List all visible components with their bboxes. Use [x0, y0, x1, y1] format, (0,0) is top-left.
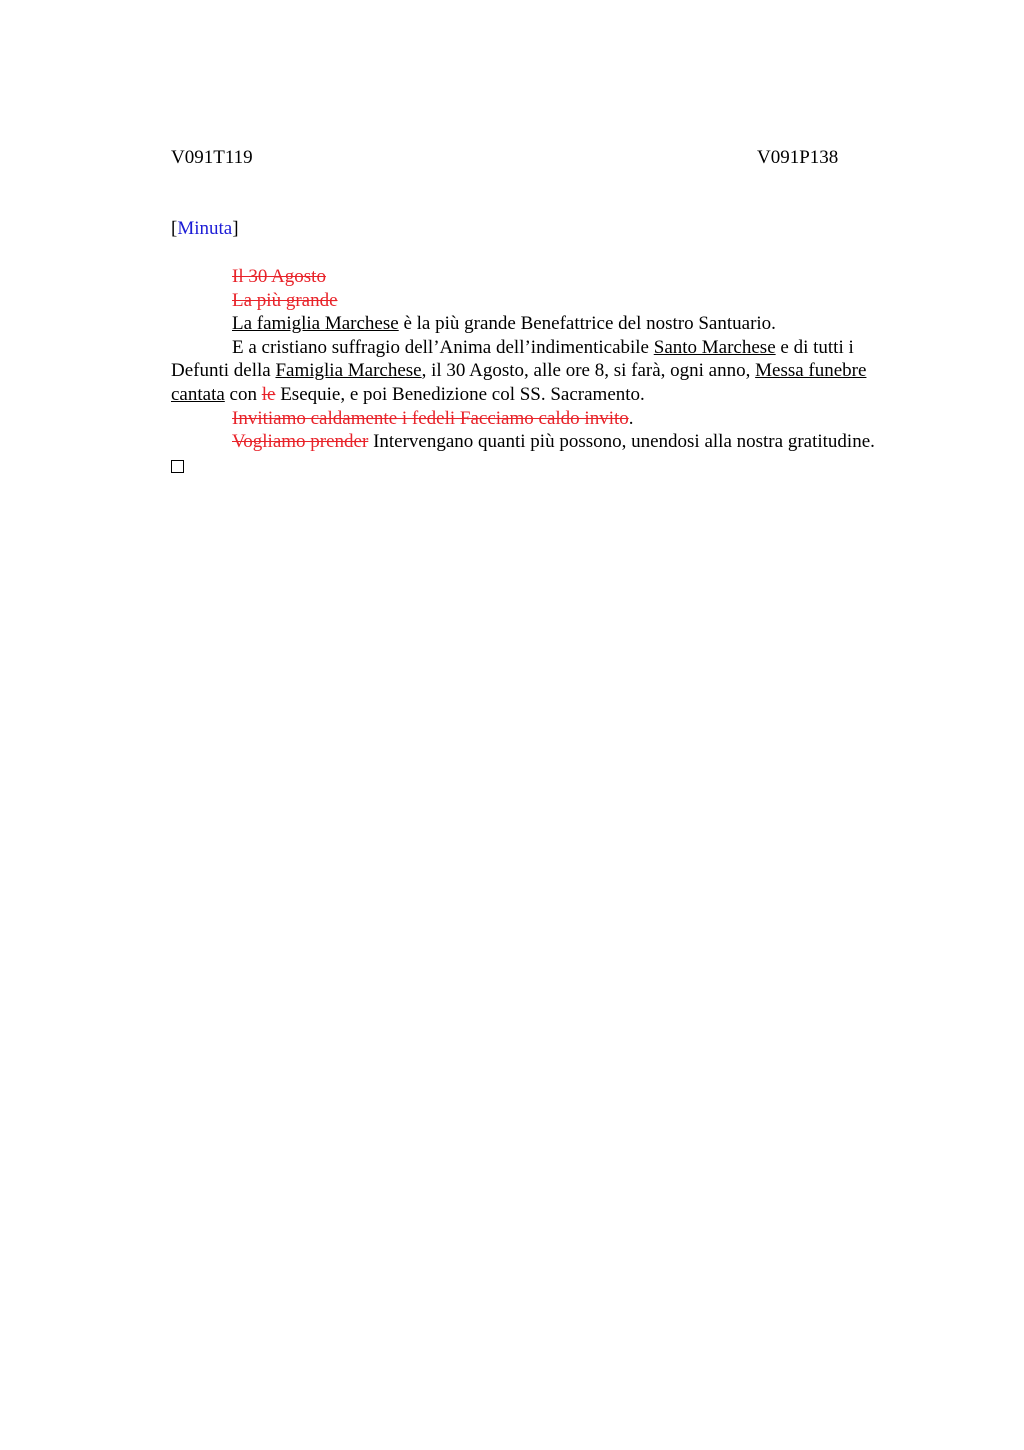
underlined-text: Messa funebre cantata	[171, 360, 867, 405]
body-text: è la più grande Benefattrice del nostro Santuario.	[398, 313, 776, 335]
body-text: e di tutti i Defunti della	[171, 336, 854, 382]
body-text: .	[628, 407, 634, 429]
paragraph-deleted-2	[171, 289, 911, 313]
deleted-text: Vogliamo prender	[232, 431, 369, 453]
deleted-text: le	[261, 383, 276, 405]
body-text: E a cristiano suffragio dell’Anima dell’indimenticabile	[232, 336, 654, 358]
paragraph-suffrage	[171, 336, 911, 407]
header-left-code: V091T119	[171, 147, 253, 168]
square-outline-icon	[171, 460, 184, 473]
tag-close-bracket: ]	[232, 218, 239, 239]
tag-open-bracket: [	[171, 218, 178, 239]
paragraph-attendance	[171, 430, 911, 454]
deleted-text: La più grande	[232, 289, 338, 311]
body-text: Esequie, e poi Benedizione col SS. Sacramento.	[275, 383, 645, 405]
underlined-text: Famiglia Marchese	[275, 360, 422, 382]
deleted-text: Invitiamo caldamente i fedeli Facciamo caldo invito	[232, 407, 629, 429]
deleted-text: Il 30 Agosto	[232, 266, 326, 287]
document-body	[171, 265, 911, 479]
document-tag	[171, 217, 239, 241]
end-marker	[171, 454, 911, 480]
body-text: Intervengano quanti più possono, unendosi alla nostra gratitudine.	[368, 431, 875, 453]
paragraph-benefactress	[171, 312, 911, 336]
underlined-text: Santo Marchese	[653, 336, 776, 358]
body-text: con	[224, 383, 262, 405]
underlined-text: La famiglia Marchese	[232, 313, 399, 335]
header-right-code: V091P138	[757, 147, 839, 168]
paragraph-invitation	[171, 407, 911, 431]
body-text: , il 30 Agosto, alle ore 8, si farà, ogni anno,	[421, 360, 756, 382]
paragraph-deleted-1	[171, 265, 911, 289]
tag-label: Minuta	[177, 218, 233, 239]
